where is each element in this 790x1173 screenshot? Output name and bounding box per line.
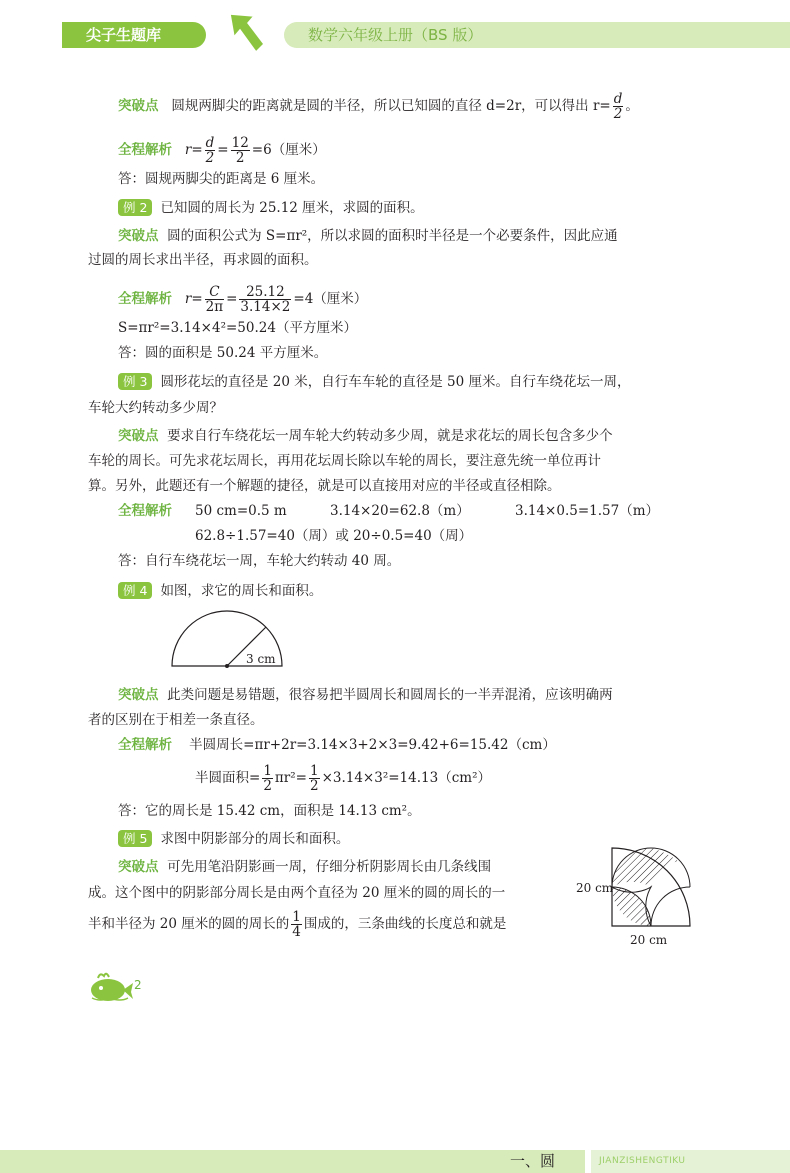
frac-den: 2 <box>613 106 623 122</box>
ex4-an2b: πr²= <box>274 770 307 786</box>
ex4-breakthrough-1 <box>118 686 613 704</box>
ex4-an2c: ×3.14×3²=14.13（cm²） <box>321 770 491 786</box>
s1-tp-text: 圆规两脚尖的距离就是圆的半径，所以已知圆的直径 d=2r，可以得出 r= <box>171 98 611 114</box>
frac-num: 1 <box>292 909 301 925</box>
ex3-tp1: 要求自行车绕花坛一周车轮大约转动多少周，就是求花坛的周长包含多少个 <box>167 428 613 444</box>
frac-den: 3.14×2 <box>240 299 291 315</box>
ex2-answer: 答：圆的面积是 50.24 平方厘米。 <box>118 345 328 361</box>
ex3-calc-3: 3.14×0.5=1.57（m） <box>515 503 660 519</box>
ex4-tp1: 此类问题是易错题，很容易把半圆周长和圆周长的一半弄混淆，应该明确两 <box>167 687 613 703</box>
ex5-q: 求图中阴影部分的周长和面积。 <box>160 831 350 847</box>
eq-result: =4（厘米） <box>293 291 368 307</box>
ex5-breakthrough-2: 成。这个图中的阴影部分周长是由两个直径为 20 厘米的圆的周长的一 <box>88 885 506 901</box>
breakthrough-label: 突破点 <box>118 687 159 703</box>
s1-tp-end: 。 <box>625 98 639 114</box>
ex5-bottom-label: 20 cm <box>630 933 668 947</box>
frac-num: 1 <box>263 763 272 779</box>
ex4-an1: 半圆周长=πr+2r=3.14×3+2×3=9.42+6=15.42（cm） <box>189 737 556 753</box>
ex3-calc-1: 50 cm=0.5 m <box>195 503 287 519</box>
fraction <box>231 136 250 165</box>
ex5-tp3a: 半和半径为 20 厘米的圆的周长的 <box>88 916 290 932</box>
ex3-breakthrough-3: 算。另外，此题还有一个解题的捷径，就是可以直接用对应的半径或直径相除。 <box>88 478 561 494</box>
breakthrough-label: 突破点 <box>118 428 159 444</box>
ex2-breakthrough-2: 过圆的周长求出半径，再求圆的面积。 <box>88 252 318 268</box>
page-number: 2 <box>134 978 142 992</box>
book-title: 数学六年级上册（BS 版） <box>284 22 790 48</box>
example-tag: 例 5 <box>118 830 152 847</box>
fraction <box>205 136 216 165</box>
example-tag: 例 2 <box>118 199 152 216</box>
fraction <box>613 92 624 121</box>
ex3-question-2: 车轮大约转动多少周？ <box>88 400 223 416</box>
ex5-question <box>118 830 349 848</box>
frac-num: C <box>205 285 224 300</box>
page-footer <box>0 1150 790 1173</box>
eq-r: r= <box>184 291 203 307</box>
breakthrough-label: 突破点 <box>118 859 159 875</box>
eq-sign: = <box>217 142 229 158</box>
s1-analysis <box>118 136 326 165</box>
ex3-answer: 答：自行车绕花坛一周，车轮大约转动 40 周。 <box>118 553 401 569</box>
ex4-analysis-2 <box>195 764 491 793</box>
frac-den: 2 <box>235 150 245 166</box>
eq-result: =6（厘米） <box>251 142 326 158</box>
frac-num: 1 <box>309 763 319 779</box>
ex2-analysis <box>118 285 367 314</box>
ex2-breakthrough-1 <box>118 227 618 245</box>
frac-den: 4 <box>292 924 301 940</box>
chapter-label: 一、圆 <box>510 1152 556 1170</box>
example-tag: 例 3 <box>118 373 152 390</box>
breakthrough-label: 突破点 <box>118 228 159 244</box>
fraction <box>309 764 320 793</box>
analysis-label: 全程解析 <box>118 503 172 519</box>
frac-den: 2 <box>205 150 215 166</box>
breakthrough-label: 突破点 <box>118 98 159 114</box>
ex3-calc-4: 62.8÷1.57=40（周）或 20÷0.5=40（周） <box>195 528 473 544</box>
ex5-left-label: 20 cm <box>576 881 614 895</box>
ex5-breakthrough-3 <box>88 910 506 939</box>
eq-sign: = <box>226 291 238 307</box>
fraction <box>205 285 224 314</box>
analysis-label: 全程解析 <box>118 737 172 753</box>
ex2-tp1: 圆的面积公式为 S=πr²，所以求圆的面积时半径是一个必要条件，因此应通 <box>167 228 618 244</box>
fraction <box>291 910 302 939</box>
frac-den: 2 <box>263 778 272 794</box>
ex4-question <box>118 582 322 600</box>
s1-breakthrough <box>118 92 639 121</box>
ex4-an2a: 半圆面积= <box>195 770 261 786</box>
ex4-analysis-1 <box>118 736 556 754</box>
eq-r: r= <box>184 142 203 158</box>
analysis-label: 全程解析 <box>118 291 172 307</box>
frac-den: 2 <box>309 778 319 794</box>
page-header <box>0 0 790 70</box>
quarter-circle-figure <box>608 844 694 930</box>
ex3-breakthrough-1 <box>118 427 613 445</box>
analysis-label: 全程解析 <box>118 142 172 158</box>
frac-num: d <box>613 91 623 107</box>
ex4-breakthrough-2: 者的区别在于相差一条直径。 <box>88 712 264 728</box>
ex3-breakthrough-2: 车轮的周长。可先求花坛周长，再用花坛周长除以车轮的周长，要注意先统一单位再计 <box>88 453 601 469</box>
ex5-tp3b: 围成的，三条曲线的长度总和就是 <box>303 916 507 932</box>
ex3-calc-2: 3.14×20=62.8（m） <box>330 503 470 519</box>
s1-answer: 答：圆规两脚尖的距离是 6 厘米。 <box>118 171 325 187</box>
ex2-line2: S=πr²=3.14×4²=50.24（平方厘米） <box>118 320 357 336</box>
example-tag: 例 4 <box>118 582 152 599</box>
whale-mascot-icon <box>86 968 134 1004</box>
frac-num: 25.12 <box>239 285 291 300</box>
footer-bar <box>0 1150 585 1173</box>
fraction <box>239 285 291 314</box>
ex5-tp1: 可先用笔沿阴影画一周，仔细分析阴影周长由几条线围 <box>167 859 492 875</box>
brand-label: 尖子生题库 <box>62 22 206 48</box>
up-arrow-icon <box>224 10 266 54</box>
ex4-radius-label: 3 cm <box>246 652 276 666</box>
fraction <box>262 764 273 793</box>
ex5-breakthrough-1 <box>118 858 491 876</box>
ex4-answer: 答：它的周长是 15.42 cm，面积是 14.13 cm²。 <box>118 803 421 819</box>
frac-num: d <box>205 135 215 151</box>
ex3-q1: 圆形花坛的直径是 20 米，自行车车轮的直径是 50 厘米。自行车绕花坛一周， <box>160 374 631 390</box>
ex3-analysis-label <box>118 502 172 520</box>
frac-num: 12 <box>231 135 249 151</box>
ex2-q: 已知圆的周长为 25.12 厘米，求圆的面积。 <box>160 200 424 216</box>
footer-tag: JIANZISHENGTIKU <box>591 1150 790 1173</box>
frac-den: 2π <box>205 299 224 315</box>
ex2-question <box>118 199 424 217</box>
ex3-question-1 <box>118 373 630 391</box>
ex4-q: 如图，求它的周长和面积。 <box>160 583 323 599</box>
